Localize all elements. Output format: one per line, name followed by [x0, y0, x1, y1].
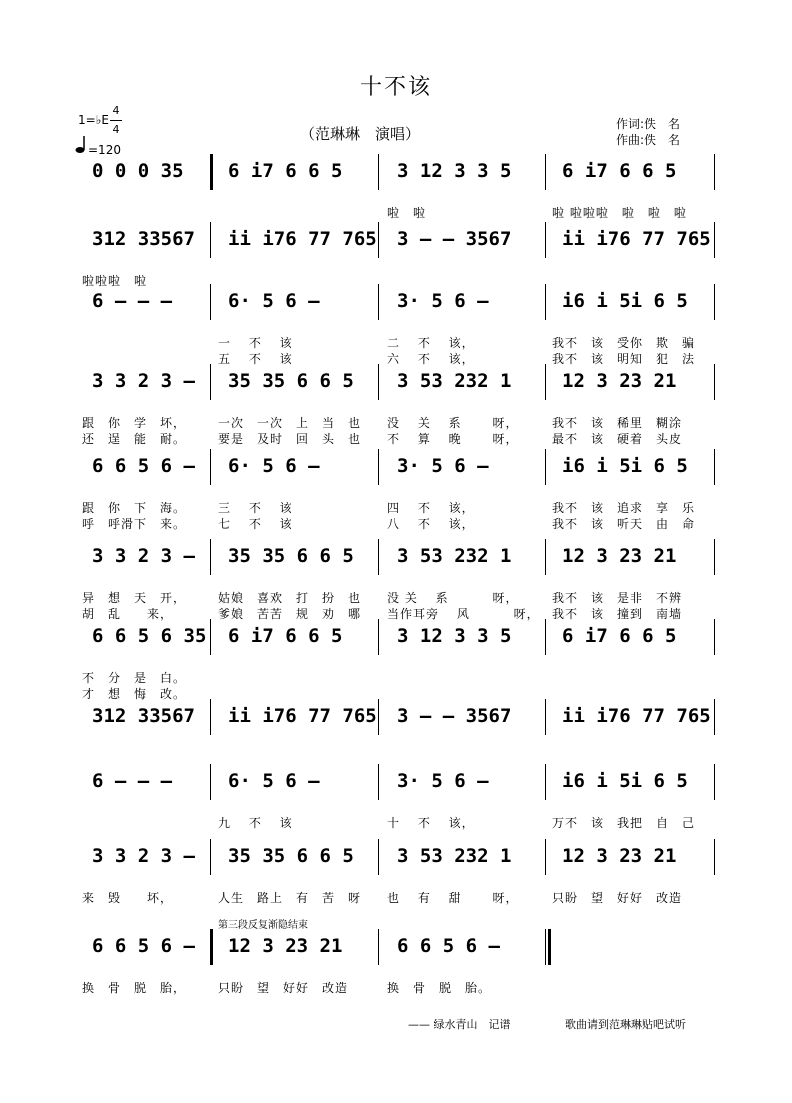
measure-notes: 3 53 232 1 — [397, 545, 512, 567]
lyric-verse-2: 呼 呼滑下 来。 — [82, 517, 187, 531]
barline — [210, 619, 211, 655]
barline — [714, 449, 715, 485]
measure-notes: 3 12 3 3 5 — [397, 160, 512, 182]
barline — [714, 839, 715, 875]
time-signature-divider — [110, 120, 122, 121]
measure-notes: 6 i7 6 6 5 — [228, 625, 343, 647]
lyric-verse-1: 一次 一次 上 当 也 — [218, 416, 362, 430]
measure-notes: 3 3 2 3 – — [92, 370, 195, 392]
listen-note: 歌曲请到范琳琳贴吧试听 — [565, 1018, 686, 1031]
barline — [378, 764, 379, 800]
lyric-verse-2: 胡 乱 来， — [82, 607, 174, 621]
barline — [714, 364, 715, 400]
barline — [378, 619, 379, 655]
measure-notes: 6 6 5 6 35 — [92, 625, 207, 647]
measure-notes: 6 i7 6 6 5 — [562, 625, 677, 647]
lyric-verse-1: 只盼 望 好好 改造 — [218, 981, 349, 995]
barline — [210, 764, 211, 800]
barline — [210, 539, 211, 575]
lyric-verse-1: 二 不 该， — [387, 336, 475, 350]
lyric-verse-2: 我不 该 听天 由 命 — [552, 517, 696, 531]
lyric-verse-1: 啦 啦啦啦 啦 啦 啦 — [552, 206, 687, 220]
lyric-verse-1: 没 关 系 呀， — [387, 591, 519, 605]
measure-notes: 12 3 23 21 — [562, 370, 677, 392]
barline — [210, 449, 211, 485]
measure-notes: 3· 5 6 – — [397, 455, 489, 477]
barline — [210, 699, 211, 735]
measure-notes: 3 53 232 1 — [397, 845, 512, 867]
barline — [378, 449, 379, 485]
lyric-verse-2: 要是 及时 回 头 也 — [218, 432, 362, 446]
barline — [545, 364, 546, 400]
measure-notes: 6 6 5 6 – — [397, 935, 500, 957]
barline — [545, 539, 546, 575]
measure-notes: 6· 5 6 – — [228, 455, 320, 477]
measure-notes: ii i76 77 765 — [562, 705, 711, 727]
end-repeat-barline — [548, 929, 551, 965]
barline — [378, 284, 379, 320]
barline — [545, 154, 546, 190]
lyric-verse-1: 万不 该 我把 自 己 — [552, 816, 696, 830]
lyric-verse-1: 一 不 该 — [218, 336, 293, 350]
measure-notes: 3· 5 6 – — [397, 290, 489, 312]
measure-notes: 35 35 6 6 5 — [228, 845, 354, 867]
barline — [378, 929, 379, 965]
lyric-verse-1: 九 不 该 — [218, 816, 293, 830]
measure-notes: 3 12 3 3 5 — [397, 625, 512, 647]
measure-notes: 6· 5 6 – — [228, 770, 320, 792]
barline — [210, 284, 211, 320]
lyric-verse-2: 八 不 该， — [387, 517, 475, 531]
lyricist-credit: 作词:佚 名 — [616, 117, 681, 131]
measure-notes: 6 6 5 6 – — [92, 935, 195, 957]
lyric-verse-1: 四 不 该， — [387, 501, 475, 515]
lyric-verse-1: 人生 路上 有 苦 呀 — [218, 891, 362, 905]
lyric-verse-2: 不 算 晚 呀， — [387, 432, 519, 446]
measure-notes: 312 33567 — [92, 228, 195, 250]
barline — [378, 364, 379, 400]
measure-notes: i6 i 5i 6 5 — [562, 455, 688, 477]
lyric-verse-1: 也 有 甜 呀， — [387, 891, 519, 905]
lyric-verse-2: 爹娘 苦苦 规 劝 哪 — [218, 607, 362, 621]
measure-notes: 6 6 5 6 – — [92, 455, 195, 477]
measure-notes: 12 3 23 21 — [562, 845, 677, 867]
barline — [545, 839, 546, 875]
lyric-verse-2: 五 不 该 — [218, 352, 293, 366]
measure-notes: 6 – – – — [92, 290, 173, 312]
lyric-verse-1: 啦 啦 — [387, 206, 427, 220]
lyric-verse-1: 只盼 望 好好 改造 — [552, 891, 683, 905]
lyric-verse-2: 六 不 该， — [387, 352, 475, 366]
lyric-verse-1: 三 不 该 — [218, 501, 293, 515]
time-signature-bottom: 4 — [112, 123, 120, 136]
lyric-verse-2: 当作耳旁 风 呀， — [387, 607, 540, 621]
barline — [545, 449, 546, 485]
measure-notes: 6 i7 6 6 5 — [562, 160, 677, 182]
barline — [545, 764, 546, 800]
repeat-barline — [210, 154, 213, 190]
measure-notes: 6 i7 6 6 5 — [228, 160, 343, 182]
lyric-verse-1: 啦啦啦 啦 — [82, 274, 148, 288]
measure-notes: 3· 5 6 – — [397, 770, 489, 792]
lyric-verse-2: 我不 该 撞到 南墙 — [552, 607, 683, 621]
barline — [714, 619, 715, 655]
barline — [378, 539, 379, 575]
lyric-verse-2: 最不 该 硬着 头皮 — [552, 432, 683, 446]
barline — [378, 839, 379, 875]
lyric-verse-1: 跟 你 学 坏， — [82, 416, 187, 430]
barline — [378, 222, 379, 258]
barline — [714, 222, 715, 258]
measure-notes: ii i76 77 765 — [228, 228, 377, 250]
barline — [210, 839, 211, 875]
measure-notes: 3 3 2 3 – — [92, 845, 195, 867]
lyric-verse-1: 我不 该 是非 不辨 — [552, 591, 683, 605]
barline — [545, 699, 546, 735]
barline — [378, 154, 379, 190]
key-signature: 1=♭E — [78, 113, 109, 127]
measure-notes: 3 3 2 3 – — [92, 545, 195, 567]
tempo-marking: =120 — [88, 143, 121, 157]
measure-notes: i6 i 5i 6 5 — [562, 770, 688, 792]
barline — [714, 699, 715, 735]
barline — [210, 222, 211, 258]
lyric-verse-2: 我不 该 明知 犯 法 — [552, 352, 696, 366]
lyric-verse-2: 七 不 该 — [218, 517, 293, 531]
measure-notes: 12 3 23 21 — [562, 545, 677, 567]
lyric-verse-1: 不 分 是 白。 — [82, 671, 187, 685]
lyric-verse-1: 十 不 该， — [387, 816, 475, 830]
measure-notes: 312 33567 — [92, 705, 195, 727]
lyric-verse-1: 没 关 系 呀， — [387, 416, 519, 430]
barline — [545, 619, 546, 655]
measure-notes: 6· 5 6 – — [228, 290, 320, 312]
lyric-verse-1: 换 骨 脱 胎， — [82, 981, 187, 995]
repeat-barline — [210, 929, 213, 965]
lyric-verse-1: 异 想 天 开， — [82, 591, 187, 605]
lyric-verse-1: 跟 你 下 海。 — [82, 501, 187, 515]
barline — [378, 699, 379, 735]
measure-notes: 3 – – 3567 — [397, 228, 512, 250]
barline — [545, 284, 546, 320]
measure-notes: 3 – – 3567 — [397, 705, 512, 727]
barline — [714, 154, 715, 190]
barline — [545, 929, 546, 965]
lyric-verse-1: 换 骨 脱 胎。 — [387, 981, 492, 995]
repeat-annotation: 第三段反复渐隐结束 — [218, 920, 308, 931]
composer-credit: 作曲:佚 名 — [616, 133, 681, 147]
barline — [545, 222, 546, 258]
measure-notes: 35 35 6 6 5 — [228, 370, 354, 392]
measure-notes: 6 – – – — [92, 770, 173, 792]
barline — [714, 284, 715, 320]
song-title: 十不该 — [359, 75, 432, 100]
measure-notes: 0 0 0 35 — [92, 160, 184, 182]
lyric-verse-1: 姑娘 喜欢 打 扮 也 — [218, 591, 362, 605]
lyric-verse-1: 我不 该 追求 享 乐 — [552, 501, 696, 515]
lyric-verse-1: 来 毁 坏， — [82, 891, 174, 905]
barline — [714, 539, 715, 575]
measure-notes: ii i76 77 765 — [562, 228, 711, 250]
lyric-verse-1: 我不 该 稀里 糊涂 — [552, 416, 683, 430]
measure-notes: 3 53 232 1 — [397, 370, 512, 392]
time-signature-top: 4 — [112, 104, 120, 117]
performer-subtitle: （范琳琳 演唱） — [300, 125, 421, 143]
measure-notes: i6 i 5i 6 5 — [562, 290, 688, 312]
lyric-verse-2: 才 想 悔 改。 — [82, 687, 187, 701]
measure-notes: 35 35 6 6 5 — [228, 545, 354, 567]
barline — [210, 364, 211, 400]
transcriber-credit: —— 绿水青山 记谱 — [408, 1018, 511, 1031]
lyric-verse-1: 我不 该 受你 欺 骗 — [552, 336, 696, 350]
measure-notes: ii i76 77 765 — [228, 705, 377, 727]
measure-notes: 12 3 23 21 — [228, 935, 343, 957]
barline — [714, 764, 715, 800]
lyric-verse-2: 还 逞 能 耐。 — [82, 432, 187, 446]
